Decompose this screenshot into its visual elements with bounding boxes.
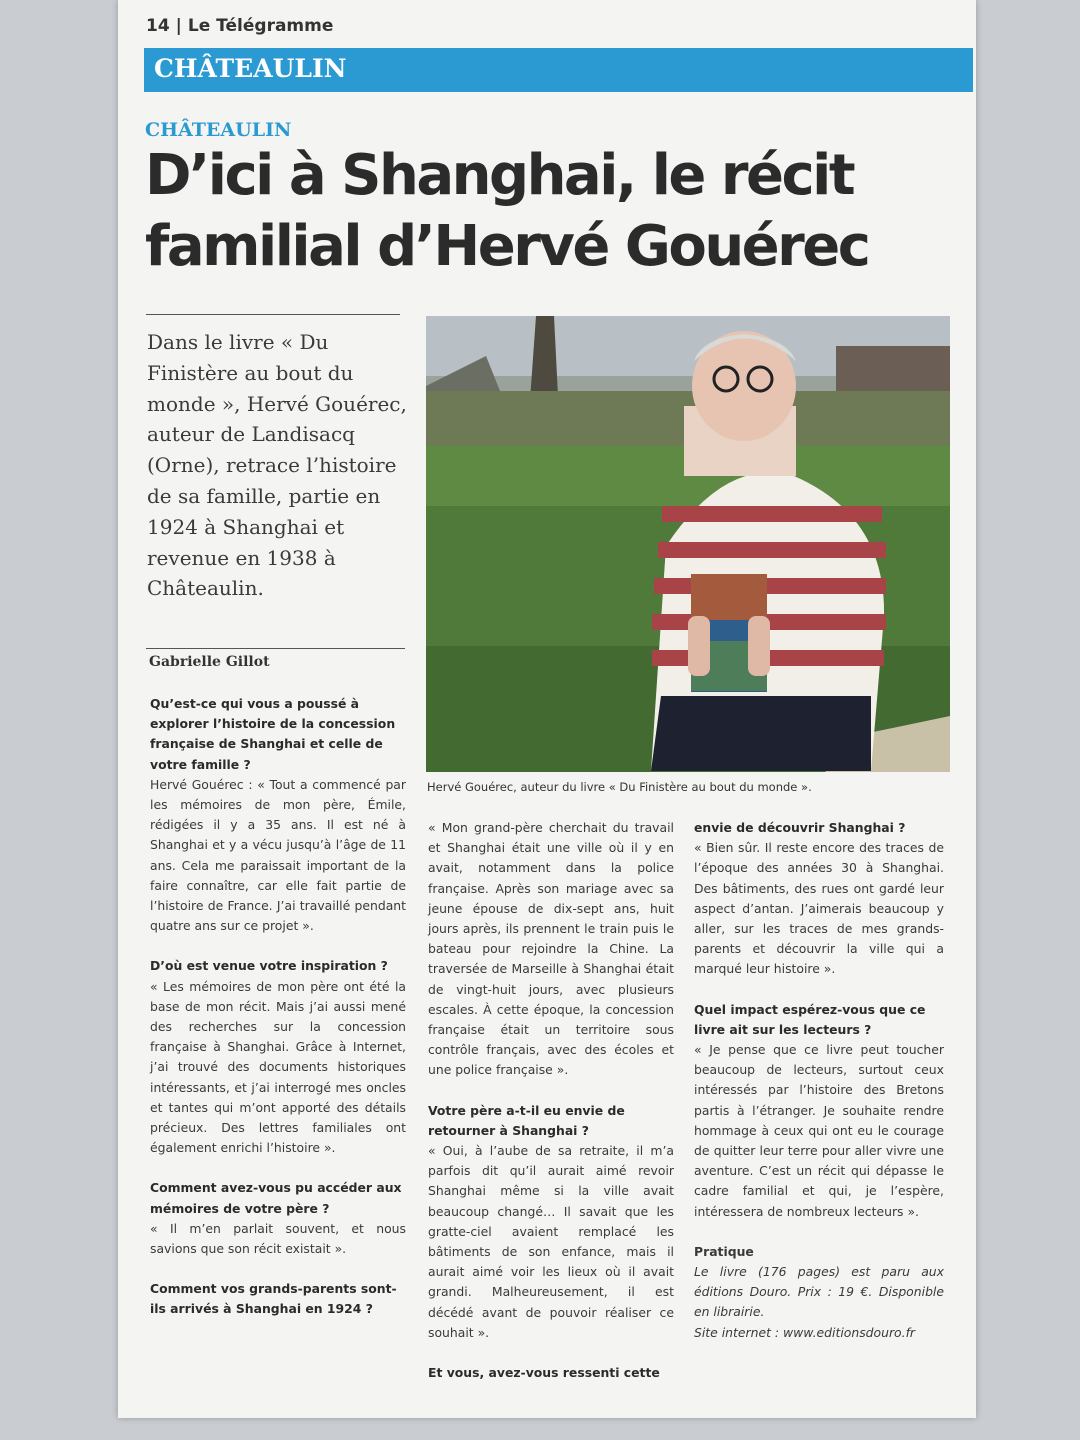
article-column-3 <box>694 818 944 1343</box>
interview-question: Qu’est-ce qui vous a poussé à explorer l’histoire de la concession française de Shanghai et celle de votre famille ? <box>150 696 396 772</box>
interview-answer: « Les mémoires de mon père ont été la base de mon récit. Mais j’ai aussi mené des recherches sur la concession française à Shanghai. Grâce à Internet, j’ai trouvé des documents historiques intéressants, et j’ai interrogé mes oncles et tantes qui m’ont apporté des détails précieux. Des lettres familiales ont également enrichi l’histoire ». <box>150 978 406 1156</box>
interview-answer: « Mon grand-père cherchait du travail et Shanghai était une ville où il y en avait, notamment dans la police française. Après son mariage avec sa jeune épouse de dix-sept ans, huit jours après, ils prennent le train puis le bateau pour rejoindre la Chine. La traversée de Marseille à Shanghai était de vingt-huit jours, avec plusieurs escales. À cette époque, la concession française était un territoire sous contrôle français, avec des écoles et une police française ». <box>428 820 674 1078</box>
section-title: CHÂTEAULIN <box>154 54 347 83</box>
interview-answer: « Oui, à l’aube de sa retraite, il m’a parfois dit qu’il aurait aimé revoir Shanghai même si la ville avait beaucoup changé… Il savait que les gratte-ciel avaient remplacé les bâtiments de son enfance, mais il aurait aimé voir les lieux où il avait grandi. Malheureusement, il est décédé avant de pouvoir réaliser ce souhait ». <box>428 1143 674 1340</box>
chapo-top-rule <box>146 314 400 315</box>
interview-question: Comment avez-vous pu accéder aux mémoires de votre père ? <box>150 1180 402 1216</box>
publisher-website: Site internet : www.editionsdouro.fr <box>694 1324 916 1340</box>
article-column-2 <box>428 818 674 1383</box>
interview-question: envie de découvrir Shanghai ? <box>694 820 906 835</box>
article-photo <box>426 316 950 772</box>
folio-separator: | <box>175 16 182 36</box>
article-kicker: CHÂTEAULIN <box>145 119 292 141</box>
interview-question: Comment vos grands-parents sont-ils arrivés à Shanghai en 1924 ? <box>150 1281 397 1317</box>
interview-answer: « Bien sûr. Il reste encore des traces de l’époque des années 30 à Shanghai. Des bâtiments, des rues ont gardé leur aspect d’antan. J’aimerais beaucoup y aller, sur les traces de mes grands-parents et découvrir la ville qui a marqué leur histoire ». <box>694 840 944 977</box>
interview-question: D’où est venue votre inspiration ? <box>150 958 388 974</box>
photo-illustration <box>426 316 950 772</box>
article-column-1 <box>150 694 406 1320</box>
newspaper-name: Le Télégramme <box>187 16 334 36</box>
article-lead: Dans le livre « Du Finistère au bout du monde », Hervé Gouérec, auteur de Landisacq (Orne), retrace l’histoire de sa famille, partie en 1924 à Shanghai et revenue en 1938 à Châteaulin. <box>147 330 407 601</box>
interview-question: Quel impact espérez-vous que ce livre ait sur les lecteurs ? <box>694 1001 926 1037</box>
article-headline: D’ici à Shanghai, le récit familial d’Hervé Gouérec <box>145 143 869 279</box>
interview-answer: « Je pense que ce livre peut toucher beaucoup de lecteurs, surtout ceux intéressés par l’histoire des Bretons partis à l’étranger. Je souhaite rendre hommage à ceux qui ont eu le courage de quitter leur terre pour aller vivre une aventure. C’est un récit qui dépasse le cadre familial et qui, je l’espère, intéressera de nombreux lecteurs ». <box>694 1042 944 1219</box>
interview-question: Et vous, avez-vous ressenti cette <box>428 1365 660 1381</box>
author-byline: Gabrielle Gillot <box>149 654 270 670</box>
section-banner <box>144 48 973 92</box>
interview-question: Votre père a-t-il eu envie de retourner à Shanghai ? <box>428 1102 625 1138</box>
photo-caption: Hervé Gouérec, auteur du livre « Du Finistère au bout du monde ». <box>427 780 812 794</box>
practical-info-title: Pratique <box>694 1243 754 1259</box>
interview-answer: « Il m’en parlait souvent, et nous savions que son récit existait ». <box>150 1220 406 1257</box>
byline-rule <box>146 648 405 649</box>
page-folio <box>146 16 333 36</box>
practical-info-text: Le livre (176 pages) est paru aux éditions Douro. Prix : 19 €. Disponible en librairie. <box>694 1264 944 1320</box>
interview-answer: Hervé Gouérec : « Tout a commencé par les mémoires de mon père, Émile, rédigées il y a 35 ans. Il est né à Shanghai et y a vécu jusqu’à l’âge de 11 ans. Cela me paraissait important de la faire connaître, car elle fait partie de l’histoire de France. J’ai travaillé pendant quatre ans sur ce projet ». <box>150 776 406 934</box>
page-number: 14 <box>146 16 170 36</box>
